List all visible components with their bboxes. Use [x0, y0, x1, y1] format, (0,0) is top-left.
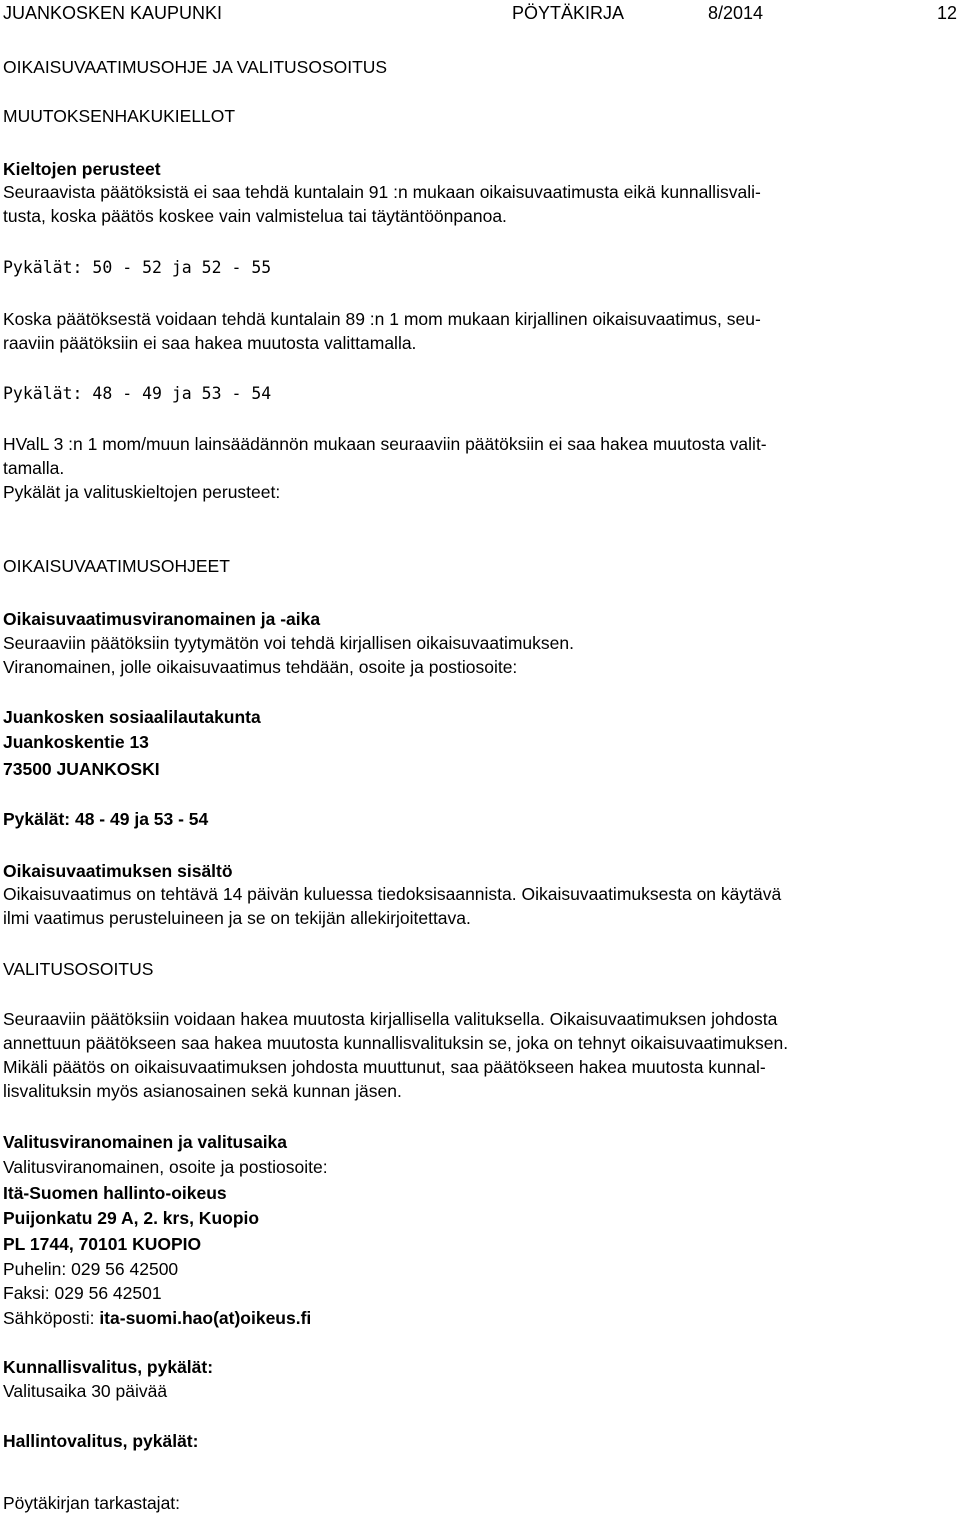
- sections-label: Pykälät: 50 - 52 ja 52 - 55: [3, 258, 272, 277]
- paragraph-line: HValL 3 :n 1 mom/muun lainsäädännön mukaan seuraaviin päätöksiin ei saa hakea muutosta valit-: [3, 434, 767, 454]
- header-page: 12: [937, 3, 958, 23]
- paragraph-line: Seuraaviin päätöksiin tyytymätön voi tehdä kirjallisen oikaisuvaatimuksen.: [3, 633, 574, 653]
- main-title: OIKAISUVAATIMUSOHJE JA VALITUSOSOITUS: [3, 57, 388, 77]
- address-name: Juankosken sosiaalilautakunta: [3, 707, 261, 727]
- address-street: Juankoskentie 13: [3, 732, 149, 752]
- reviewers-label: Pöytäkirjan tarkastajat:: [3, 1493, 181, 1513]
- paragraph-line: Mikäli päätös on oikaisuvaatimuksen johdosta muuttunut, saa päätökseen hakea muutosta kunnal-: [3, 1057, 766, 1077]
- email-address: ita-suomi.hao(at)oikeus.fi: [99, 1308, 312, 1328]
- paragraph-line: ilmi vaatimus perusteluineen ja se on tekijän allekirjoitettava.: [3, 908, 471, 928]
- municipal-appeal-heading: Kunnallisvalitus, pykälät:: [3, 1357, 214, 1377]
- paragraph-line: annettuun päätökseen saa hakea muutosta kunnallisvalituksin se, joka on tehnyt oikaisuvaatimuksen.: [3, 1033, 789, 1053]
- address-po-box: PL 1744, 70101 KUOPIO: [3, 1234, 202, 1254]
- administrative-appeal-heading: Hallintovalitus, pykälät:: [3, 1431, 199, 1451]
- paragraph-line: Pykälät ja valituskieltojen perusteet:: [3, 482, 281, 502]
- address-city: 73500 JUANKOSKI: [3, 759, 160, 779]
- paragraph-line: tamalla.: [3, 458, 65, 478]
- paragraph-line: Koska päätöksestä voidaan tehdä kuntalain 89 :n 1 mom mukaan kirjallinen oikaisuvaatimus, seu-: [3, 309, 761, 329]
- fax-line: Faksi: 029 56 42501: [3, 1283, 162, 1303]
- content-heading: Oikaisuvaatimuksen sisältö: [3, 861, 233, 881]
- appeal-period: Valitusaika 30 päivää: [3, 1381, 168, 1401]
- appeal-title: VALITUSOSOITUS: [3, 959, 154, 979]
- header-number: 8/2014: [708, 3, 764, 23]
- prohibitions-title: MUUTOKSENHAKUKIELLOT: [3, 106, 236, 126]
- paragraph-line: Valitusviranomainen, osoite ja postiosoite:: [3, 1157, 328, 1177]
- paragraph-line: raaviin päätöksiin ei saa hakea muutosta valittamalla.: [3, 333, 417, 353]
- paragraph-line: Viranomainen, jolle oikaisuvaatimus tehdään, osoite ja postiosoite:: [3, 657, 518, 677]
- sections-label: Pykälät: 48 - 49 ja 53 - 54: [3, 384, 272, 403]
- paragraph-line: Oikaisuvaatimus on tehtävä 14 päivän kuluessa tiedoksisaannista. Oikaisuvaatimuksesta on käytävä: [3, 884, 782, 904]
- header-org: JUANKOSKEN KAUPUNKI: [3, 3, 223, 23]
- authority-heading: Oikaisuvaatimusviranomainen ja -aika: [3, 609, 321, 629]
- sections-label: Pykälät: 48 - 49 ja 53 - 54: [3, 809, 209, 829]
- address-name: Itä-Suomen hallinto-oikeus: [3, 1183, 227, 1203]
- paragraph-line: lisvalituksin myös asianosainen sekä kunnan jäsen.: [3, 1081, 402, 1101]
- email-label: Sähköposti:: [3, 1308, 100, 1328]
- header-doc-type: PÖYTÄKIRJA: [512, 3, 625, 23]
- appeal-authority-heading: Valitusviranomainen ja valitusaika: [3, 1132, 288, 1152]
- phone-line: Puhelin: 029 56 42500: [3, 1259, 179, 1279]
- grounds-heading: Kieltojen perusteet: [3, 159, 161, 179]
- address-street: Puijonkatu 29 A, 2. krs, Kuopio: [3, 1208, 260, 1228]
- instructions-title: OIKAISUVAATIMUSOHJEET: [3, 556, 230, 576]
- paragraph-line: Seuraaviin päätöksiin voidaan hakea muutosta kirjallisella valituksella. Oikaisuvaatimuksen johdosta: [3, 1009, 778, 1029]
- grounds-line: tusta, koska päätös koskee vain valmistelua tai täytäntöönpanoa.: [3, 206, 507, 226]
- email-line: [3, 1306, 311, 1330]
- grounds-line: Seuraavista päätöksistä ei saa tehdä kuntalain 91 :n mukaan oikaisuvaatimusta eikä kunnallisvali-: [3, 182, 761, 202]
